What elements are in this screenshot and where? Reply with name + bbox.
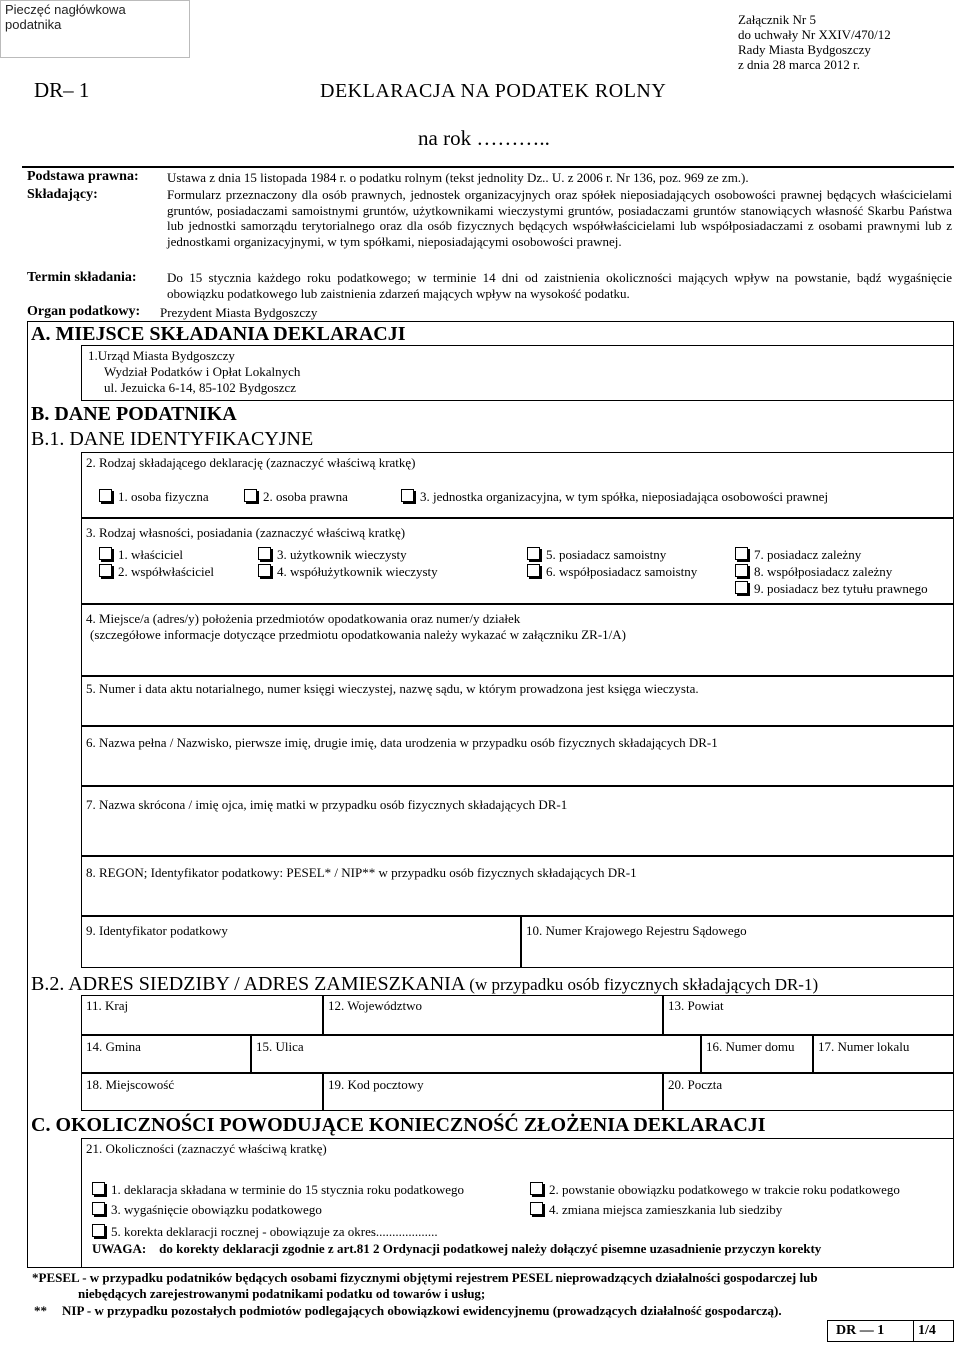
office-name: 1.Urząd Miasta Bydgoszczy bbox=[88, 348, 235, 363]
section-b-title: B. DANE PODATNIKA bbox=[31, 403, 237, 425]
field-19-postal-code[interactable]: 19. Kod pocztowy bbox=[323, 1073, 663, 1111]
authority-label: Organ podatkowy: bbox=[27, 304, 141, 319]
ownership-option[interactable]: 7. posiadacz zależny bbox=[735, 547, 861, 563]
annex-line: Załącznik Nr 5 bbox=[738, 12, 816, 27]
field-4-note: (szczegółowe informacje dotyczące przedmiotu opodatkowania należy wykazać w załączniku ZR-1/A) bbox=[90, 627, 627, 642]
field-16-house-number[interactable]: 16. Numer domu bbox=[701, 1035, 813, 1073]
field-14-commune[interactable]: 14. Gmina bbox=[81, 1035, 251, 1073]
office-department: Wydział Podatków i Opłat Lokalnych bbox=[104, 364, 301, 379]
form-code: DR– 1 bbox=[34, 78, 90, 102]
checkbox[interactable] bbox=[527, 564, 540, 577]
section-c-title: C. OKOLICZNOŚCI POWODUJĄCE KONIECZNOŚĆ ZŁOŻENIA DEKLARACJI bbox=[31, 1114, 766, 1136]
footnote-nip-marker: ** bbox=[34, 1303, 47, 1318]
filer-type-option[interactable]: 1. osoba fizyczna bbox=[99, 489, 209, 505]
field-17-apartment-number[interactable]: 17. Numer lokalu bbox=[813, 1035, 954, 1073]
field-13-district[interactable]: 13. Powiat bbox=[663, 995, 954, 1035]
circumstance-option[interactable]: 4. zmiana miejsca zamieszkania lub siedziby bbox=[530, 1202, 782, 1218]
field-15-street[interactable]: 15. Ulica bbox=[251, 1035, 701, 1073]
checkbox[interactable] bbox=[735, 547, 748, 560]
field-7-label: 7. Nazwa skrócona / imię ojca, imię matki w przypadku osób fizycznych składających DR-1 bbox=[86, 797, 568, 812]
field-2-label: 2. Rodzaj składającego deklarację (zaznaczyć właściwą kratkę) bbox=[86, 455, 416, 470]
circumstance-option[interactable]: 2. powstanie obowiązku podatkowego w trakcie roku podatkowego bbox=[530, 1182, 900, 1198]
field-8-box[interactable] bbox=[81, 856, 954, 916]
legal-basis-text: Ustawa z dnia 15 listopada 1984 r. o podatku rolnym (tekst jednolity Dz.. U. z 2006 r. Nr 136, poz. 969 ze zm.). bbox=[167, 170, 749, 185]
ownership-option[interactable]: 3. użytkownik wieczysty bbox=[258, 547, 407, 563]
checkbox[interactable] bbox=[99, 564, 112, 577]
header-divider bbox=[22, 166, 954, 168]
office-address: ul. Jezuicka 6-14, 85-102 Bydgoszcz bbox=[104, 380, 297, 395]
ownership-option[interactable]: 9. posiadacz bez tytułu prawnego bbox=[735, 581, 928, 597]
checkbox[interactable] bbox=[99, 547, 112, 560]
field-9-box[interactable] bbox=[81, 916, 521, 968]
checkbox[interactable] bbox=[258, 547, 271, 560]
deadline-text: Do 15 stycznia każdego roku podatkowego; w terminie 14 dni od zaistnienia okoliczności mających wpływ na powstanie, bądź wygaśnięcie obowiązku podatkowego lub zaistnienia zdarzeń mających wpływ na wysokość podatku. bbox=[167, 270, 952, 301]
circumstance-option[interactable]: 5. korekta deklaracji rocznej - obowiązuje za okres................... bbox=[92, 1224, 438, 1240]
checkbox[interactable] bbox=[735, 581, 748, 594]
checkbox[interactable] bbox=[99, 489, 112, 502]
page-indicator-divider bbox=[913, 1321, 914, 1341]
stamp-label: Pieczęć nagłówkowa podatnika bbox=[5, 2, 126, 32]
filer-type-option[interactable]: 3. jednostka organizacyjna, w tym spółka, nieposiadająca osobowości prawnej bbox=[401, 489, 828, 505]
field-10-label: 10. Numer Krajowego Rejestru Sądowego bbox=[526, 923, 747, 938]
legal-basis-label: Podstawa prawna: bbox=[27, 169, 139, 184]
field-7-box[interactable] bbox=[81, 786, 954, 856]
ownership-option[interactable]: 1. właściciel bbox=[99, 547, 183, 563]
checkbox[interactable] bbox=[735, 564, 748, 577]
document-title: DEKLARACJA NA PODATEK ROLNY bbox=[320, 80, 667, 102]
filer-label: Składający: bbox=[27, 187, 98, 202]
header-stamp-box bbox=[0, 0, 190, 58]
checkbox[interactable] bbox=[530, 1182, 543, 1195]
year-line: na rok ……….. bbox=[418, 126, 550, 150]
checkbox[interactable] bbox=[244, 489, 257, 502]
ownership-option[interactable]: 8. współposiadacz zależny bbox=[735, 564, 892, 580]
field-9-label: 9. Identyfikator podatkowy bbox=[86, 923, 228, 938]
page-indicator bbox=[827, 1320, 954, 1342]
annex-line: do uchwały Nr XXIV/470/12 bbox=[738, 27, 891, 42]
annex-line: Rady Miasta Bydgoszczy bbox=[738, 42, 871, 57]
field-3-label: 3. Rodzaj własności, posiadania (zaznaczyć właściwą kratkę) bbox=[86, 525, 406, 540]
section-b1-title: B.1. DANE IDENTYFIKACYJNE bbox=[31, 428, 314, 450]
field-8-label: 8. REGON; Identyfikator podatkowy: PESEL* / NIP** w przypadku osób fizycznych składających DR-1 bbox=[86, 865, 637, 880]
field-6-box[interactable] bbox=[81, 726, 954, 786]
circumstance-option[interactable]: 1. deklaracja składana w terminie do 15 stycznia roku podatkowego bbox=[92, 1182, 464, 1198]
checkbox[interactable] bbox=[92, 1224, 105, 1237]
field-2-box bbox=[81, 452, 954, 518]
page-form-code: DR — 1 bbox=[836, 1323, 885, 1338]
authority-text: Prezydent Miasta Bydgoszczy bbox=[160, 305, 318, 320]
warning-label: UWAGA: bbox=[92, 1241, 147, 1256]
page-number: 1/4 bbox=[918, 1323, 936, 1338]
filer-type-option[interactable]: 2. osoba prawna bbox=[244, 489, 348, 505]
ownership-option[interactable]: 6. współposiadacz samoistny bbox=[527, 564, 697, 580]
checkbox[interactable] bbox=[401, 489, 414, 502]
footnote-pesel-line2: niebędących zarejestrowanymi podatnikami podatku od towarów i usług; bbox=[78, 1286, 486, 1301]
field-11-country[interactable]: 11. Kraj bbox=[81, 995, 323, 1035]
footnote-nip-line: NIP - w przypadku pozostałych podmiotów podlegających obowiązkowi ewidencyjnemu (prowadzących działalność gospodarczą). bbox=[62, 1303, 782, 1318]
checkbox[interactable] bbox=[527, 547, 540, 560]
field-10-box[interactable] bbox=[521, 916, 954, 968]
field-21-label: 21. Okoliczności (zaznaczyć właściwą kratkę) bbox=[86, 1141, 327, 1156]
field-5-label: 5. Numer i data aktu notarialnego, numer księgi wieczystej, nazwę sądu, w którym prowadzona jest księga wieczysta. bbox=[86, 681, 699, 696]
checkbox[interactable] bbox=[92, 1182, 105, 1195]
section-b2-heading bbox=[31, 973, 818, 996]
checkbox[interactable] bbox=[92, 1202, 105, 1215]
field-4-box[interactable] bbox=[81, 604, 954, 676]
field-4-label: 4. Miejsce/a (adres/y) położenia przedmiotów opodatkowania oraz numer/y działek bbox=[86, 611, 521, 626]
footnote-pesel-line1: *PESEL - w przypadku podatników będących osobami fizycznymi objętymi rejestrem PESEL nieprowadzących działalności gospodarczej lub bbox=[32, 1270, 818, 1285]
circumstance-option[interactable]: 3. wygaśnięcie obowiązku podatkowego bbox=[92, 1202, 322, 1218]
section-b2-title: B.2. ADRES SIEDZIBY / ADRES ZAMIESZKANIA bbox=[31, 973, 466, 995]
field-5-box[interactable] bbox=[81, 676, 954, 726]
field-20-post-office[interactable]: 20. Poczta bbox=[663, 1073, 954, 1111]
checkbox[interactable] bbox=[530, 1202, 543, 1215]
section-a-title: A. MIEJSCE SKŁADANIA DEKLARACJI bbox=[31, 323, 406, 345]
field-6-label: 6. Nazwa pełna / Nazwisko, pierwsze imię, drugie imię, data urodzenia w przypadku osób fizycznych składających DR-1 bbox=[86, 735, 718, 750]
correction-warning bbox=[92, 1241, 821, 1257]
annex-line: z dnia 28 marca 2012 r. bbox=[738, 57, 861, 72]
deadline-label: Termin składania: bbox=[27, 270, 137, 285]
field-12-voivodeship[interactable]: 12. Województwo bbox=[323, 995, 663, 1035]
filer-text: Formularz przeznaczony dla osób prawnych, jednostek organizacyjnych oraz spółek nieposiadających osobowości prawnej będących właścicielami gruntów, posiadaczami samoistnymi gruntów, użytkownikami wieczystymi gruntów, posiadaczami gruntów stanowiących własność Skarbu Państwa lub jednostki samorządu terytorialnego oraz dla osób fizycznych będących współwłaścicielami lub współposiadaczami z osobami prawnymi lub z jednostkami organizacyjnymi, w tym spółkami, nieposiadającymi osobowości prawnej. bbox=[167, 187, 952, 249]
field-18-city[interactable]: 18. Miejscowość bbox=[81, 1073, 323, 1111]
warning-text: do korekty deklaracji zgodnie z art.81 2 Ordynacji podatkowej należy dołączyć pisemne uzasadnienie przyczyn korekty bbox=[159, 1241, 822, 1256]
ownership-option[interactable]: 5. posiadacz samoistny bbox=[527, 547, 666, 563]
section-b2-note: (w przypadku osób fizycznych składających DR-1) bbox=[469, 975, 819, 994]
ownership-option[interactable]: 4. współużytkownik wieczysty bbox=[258, 564, 438, 580]
checkbox[interactable] bbox=[258, 564, 271, 577]
annex-info bbox=[738, 12, 891, 72]
ownership-option[interactable]: 2. współwłaściciel bbox=[99, 564, 214, 580]
